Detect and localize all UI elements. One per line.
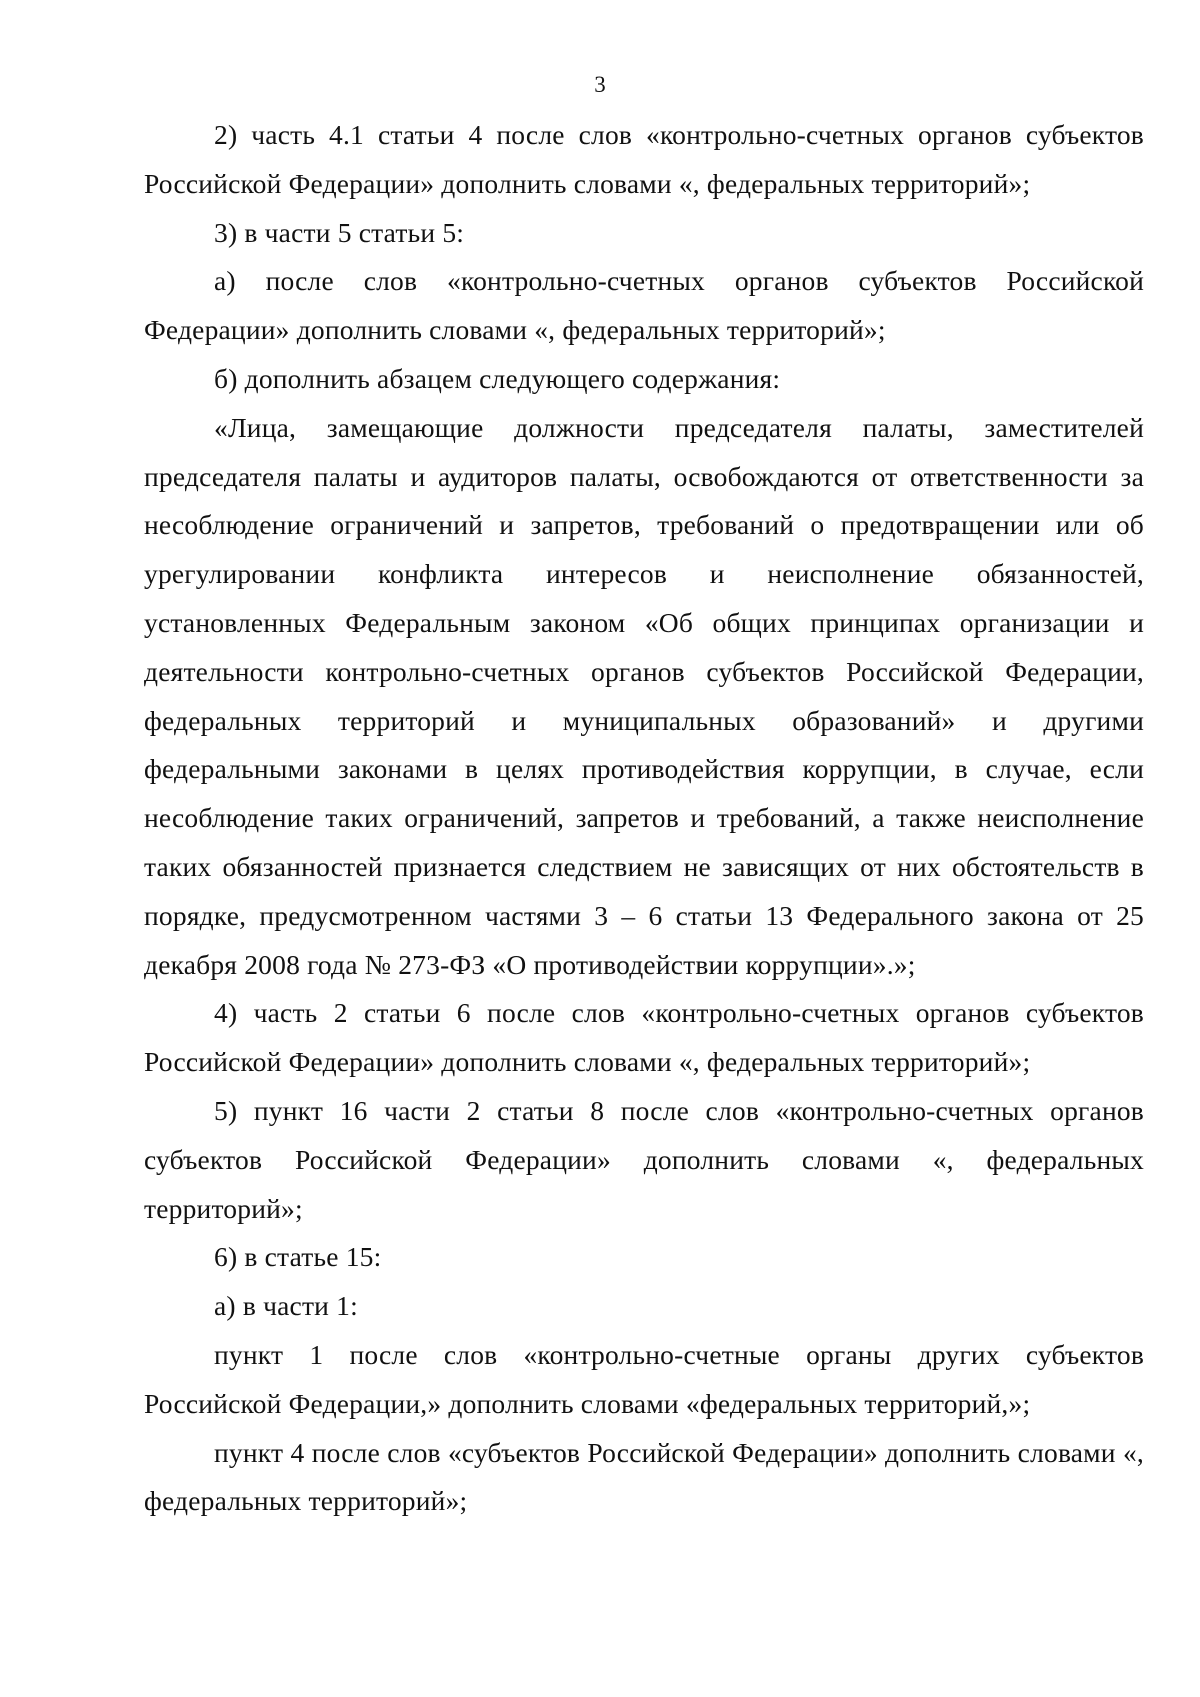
paragraph-point-4: пункт 4 после слов «субъектов Российской Федерации» дополнить словами «, федеральных территорий»; [144,1436,1144,1517]
paragraph-item-5: 5) пункт 16 части 2 статьи 8 после слов «контрольно-счетных органов субъектов Российской Федерации» дополнить словами «, федеральных территорий»; [144,1094,1144,1224]
paragraph-item-6: 6) в статье 15: [214,1241,382,1273]
paragraph-subitem-6a: а) в части 1: [214,1290,358,1322]
document-body [144,111,1144,1526]
paragraph-subitem-3a: а) после слов «контрольно-счетных органов субъектов Российской Федерации» дополнить словами «, федеральных территорий»; [144,265,1144,346]
paragraph-item-3: 3) в части 5 статьи 5: [214,216,465,248]
paragraph-subitem-3b: б) дополнить абзацем следующего содержания: [214,362,781,394]
paragraph-point-1: пункт 1 после слов «контрольно-счетные органы других субъектов Российской Федерации,» дополнить словами «федеральных территорий,»; [144,1338,1144,1419]
page-number: 3 [594,72,606,97]
paragraph-quoted-insertion: «Лица, замещающие должности председателя палаты, заместителей председателя палаты и аудиторов палаты, освобождаются от ответственности за несоблюдение ограничений и запретов, требований о предотвращении или об урегулировании конфликта интересов и неисполнение обязанностей, установленных Федеральным законом «Об общих принципах организации и деятельности контрольно-счетных органов субъектов Российской Федерации, федеральных территорий и муниципальных образований» и другими федеральными законами в целях противодействия коррупции, в случае, если несоблюдение таких ограничений, запретов и требований, а также неисполнение таких обязанностей признается следствием не зависящих от них обстоятельств в порядке, предусмотренном частями 3 – 6 статьи 13 Федерального закона от 25 декабря 2008 года № 273-ФЗ «О противодействии коррупции».»; [144,411,1144,980]
paragraph-item-2: 2) часть 4.1 статьи 4 после слов «контрольно-счетных органов субъектов Российской Федерации» дополнить словами «, федеральных территорий»; [144,119,1144,199]
paragraph-item-4: 4) часть 2 статьи 6 после слов «контрольно-счетных органов субъектов Российской Федерации» дополнить словами «, федеральных территорий»; [144,997,1144,1078]
